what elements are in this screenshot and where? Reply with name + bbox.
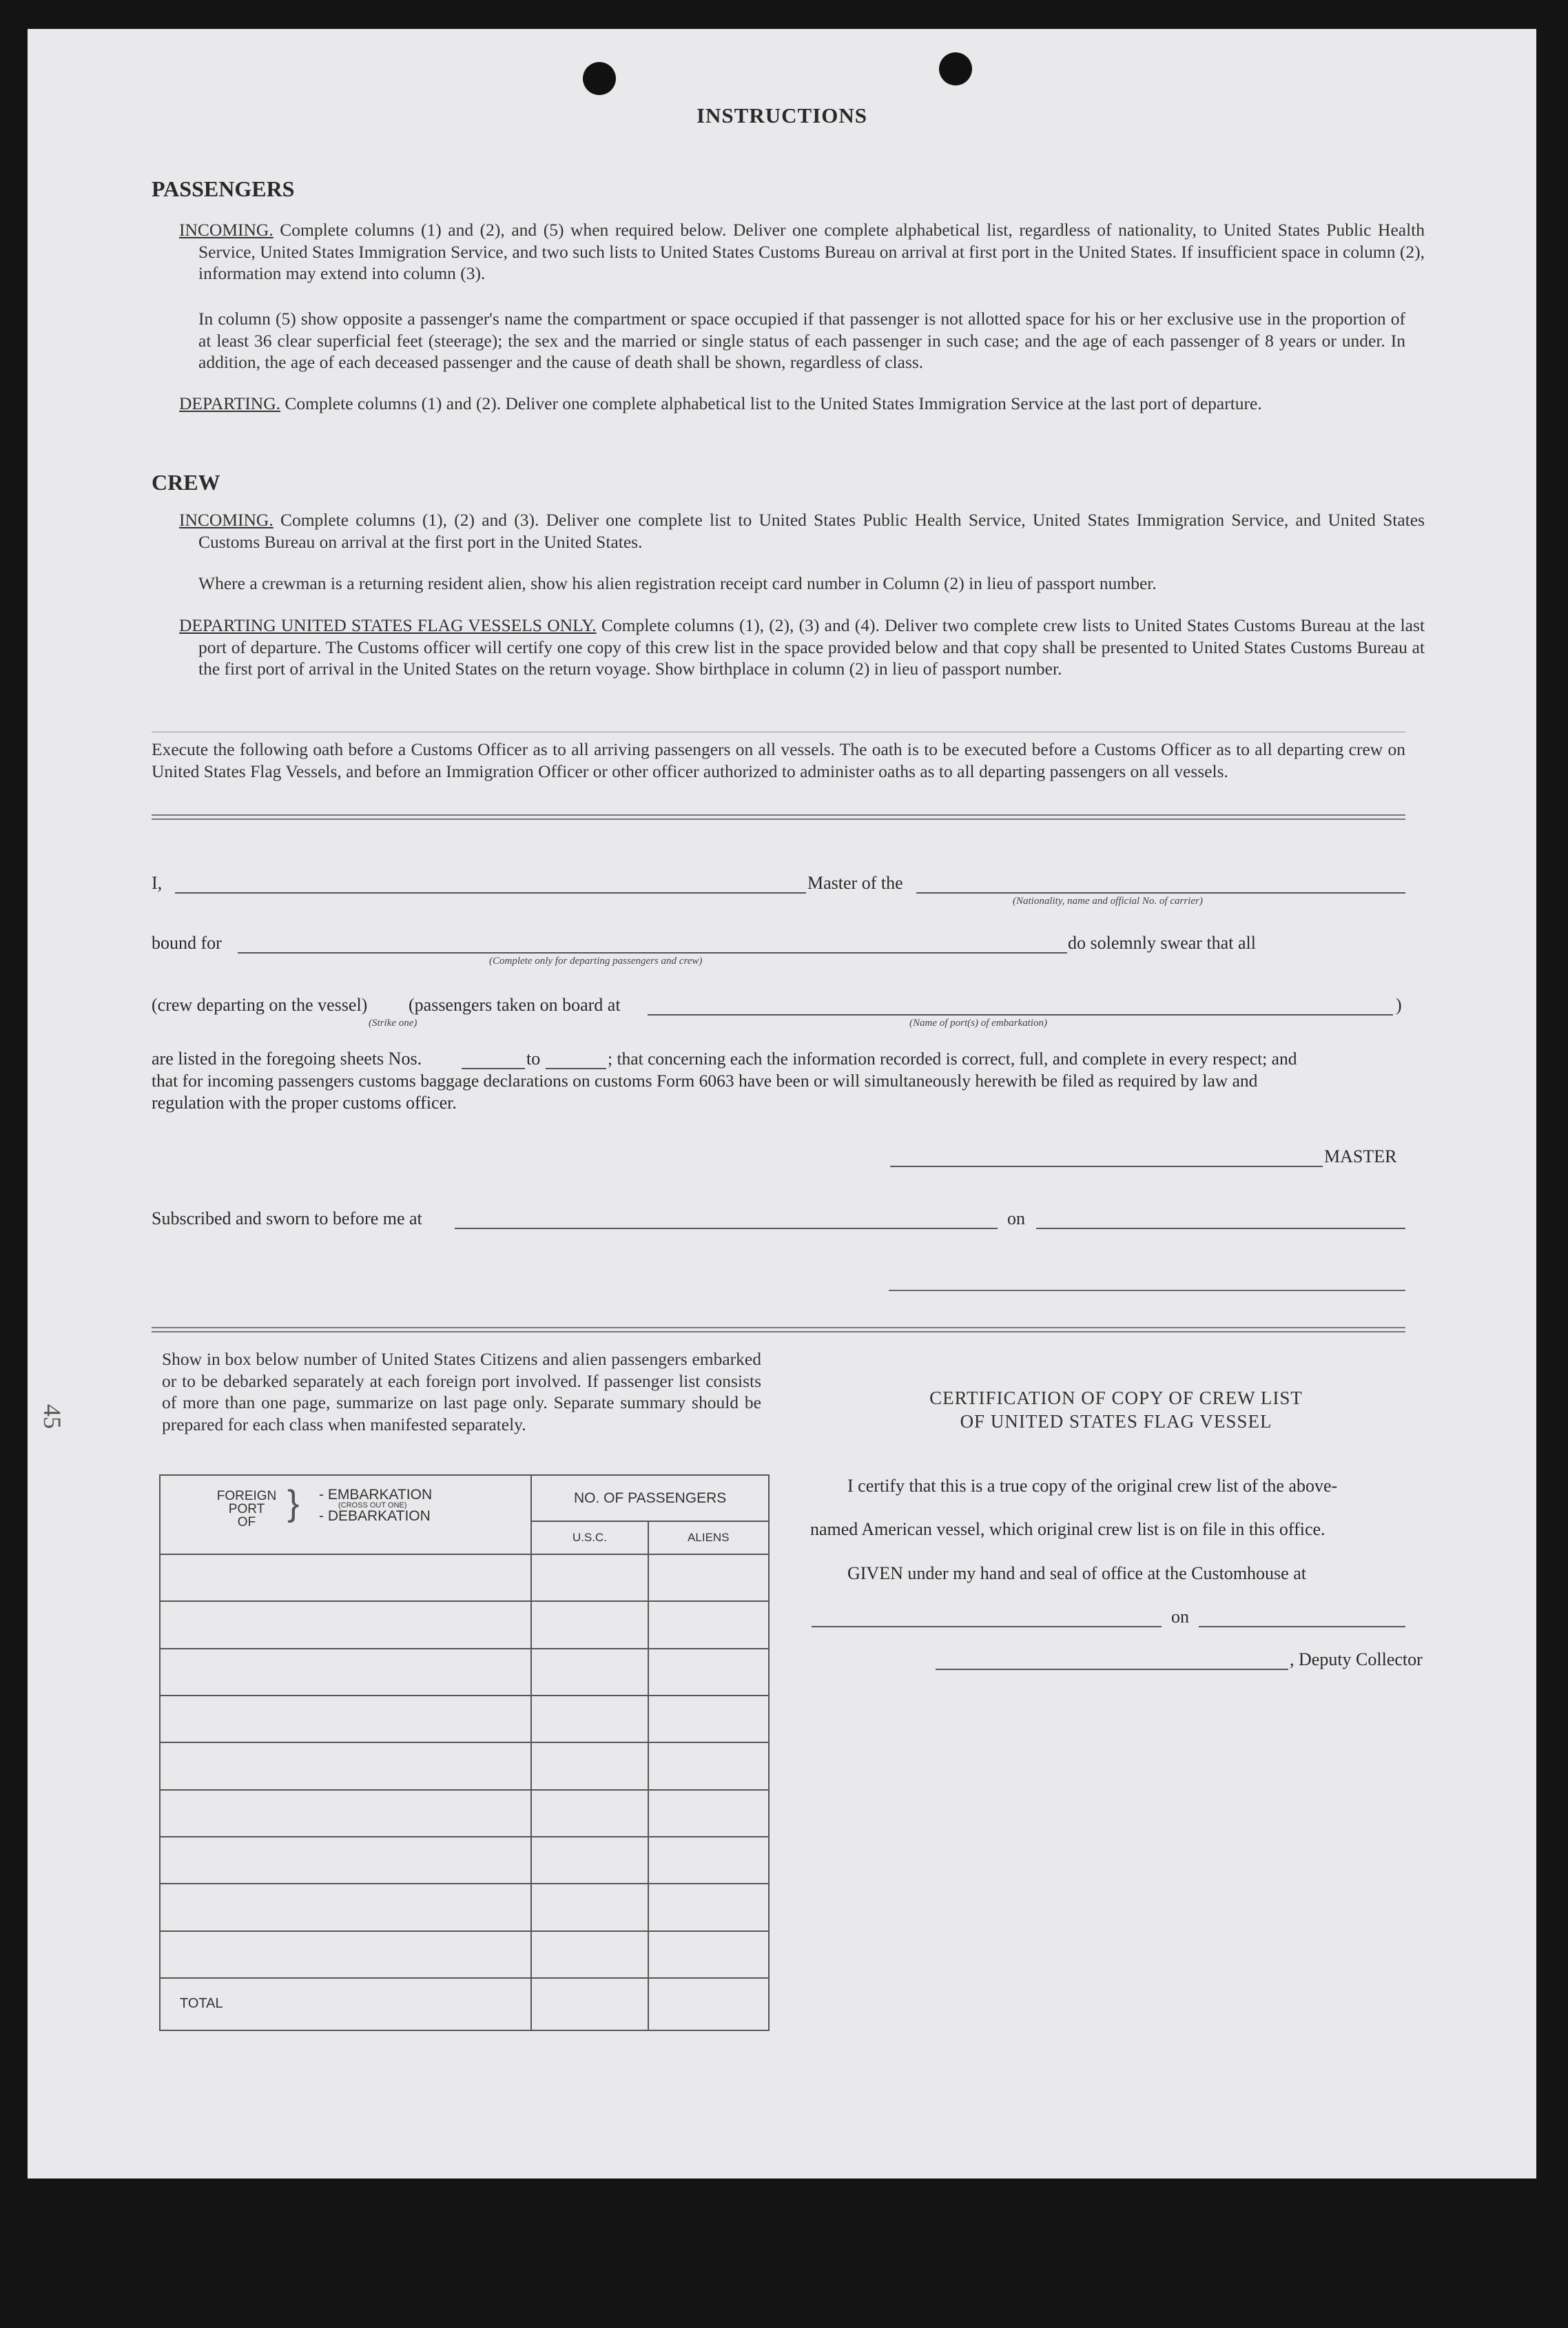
crew-departing-paragraph — [179, 615, 1425, 680]
usc-cell[interactable] — [531, 1884, 648, 1930]
port-cell[interactable] — [160, 1837, 531, 1884]
oath-i: I, — [152, 873, 163, 893]
listed-start-text: are listed in the foregoing sheets Nos. — [152, 1049, 422, 1069]
certification-title-line1: CERTIFICATION OF COPY OF CREW LIST — [929, 1388, 1303, 1408]
master-name-field[interactable] — [175, 892, 806, 894]
subscribed-label: Subscribed and sworn to before me at — [152, 1208, 422, 1228]
certification-date-field[interactable] — [1199, 1626, 1405, 1627]
port-cell[interactable] — [160, 1742, 531, 1789]
officer-signature-field[interactable] — [889, 1290, 1405, 1291]
deputy-collector-label: , Deputy Collector — [1290, 1649, 1423, 1669]
aliens-cell[interactable] — [648, 1601, 769, 1648]
certification-on-label: on — [1171, 1607, 1189, 1627]
of-label: OF — [237, 1515, 256, 1529]
bound-for-field[interactable] — [238, 952, 1067, 954]
listed-rest-text: ; that concerning each the information recorded is correct, full, and complete in every respect; and — [608, 1049, 1297, 1069]
strike-one-hint: (Strike one) — [369, 1018, 417, 1029]
usc-cell[interactable] — [531, 1931, 648, 1978]
master-of-the-label: Master of the — [807, 873, 903, 893]
sworn-place-field[interactable] — [455, 1228, 998, 1229]
customhouse-field[interactable] — [812, 1626, 1162, 1627]
crew-incoming-label: INCOMING. — [179, 510, 274, 530]
nationality-hint: (Nationality, name and official No. of carrier) — [1013, 896, 1203, 907]
crew-incoming-paragraph — [179, 509, 1425, 553]
port-cell[interactable] — [160, 1554, 531, 1601]
name-of-port-hint: (Name of port(s) of embarkation) — [909, 1018, 1047, 1029]
usc-cell[interactable] — [531, 1837, 648, 1884]
carrier-field[interactable] — [916, 892, 1405, 894]
crew-incoming-text: Complete columns (1), (2) and (3). Deliver one complete list to United States Public Health Service, United States Immigration Service, and United States Customs Bureau on arrival at the first port in the United States. — [198, 510, 1425, 552]
passengers-departing-paragraph — [179, 393, 1425, 415]
passengers-column5-paragraph: In column (5) show opposite a passenger's name the compartment or space occupied if that passenger is not allotted space for his or her exclusive use in the proportion of at least 36 clear superficial feet (steerage); the sex and the married or single status of each passenger in such case; and the age of each passenger of 8 years or under. In addition, the age of each deceased passenger and the cause of death shall be shown, regardless of class. — [198, 309, 1405, 372]
passengers-incoming-text: Complete columns (1) and (2), and (5) when required below. Deliver one complete alphabetical list, regardless of nationality, to United States Public Health Service, United States Immigration Service, and two such lists to United States Customs Bureau on arrival at first port in the United States. If insufficient space in column (2), information may extend into column (3). — [198, 220, 1425, 283]
debarkation-label: - DEBARKATION — [319, 1508, 431, 1524]
usc-cell[interactable] — [531, 1601, 648, 1648]
usc-cell[interactable] — [531, 1649, 648, 1696]
foreign-label: FOREIGN — [216, 1489, 277, 1503]
passenger-summary-table — [159, 1474, 770, 2031]
sheet-from-field[interactable] — [462, 1068, 525, 1069]
no-of-passengers-header: NO. OF PASSENGERS — [531, 1475, 769, 1521]
aliens-cell[interactable] — [648, 1742, 769, 1789]
port-cell[interactable] — [160, 1884, 531, 1930]
listed-line2: that for incoming passengers customs baggage declarations on customs Form 6063 have been or will simultaneously herewith be filed as required by law and — [152, 1071, 1258, 1091]
embarkation-port-field[interactable] — [648, 1014, 1393, 1016]
usc-cell[interactable] — [531, 1696, 648, 1742]
passengers-heading: PASSENGERS — [152, 176, 295, 201]
aliens-cell[interactable] — [648, 1649, 769, 1696]
port-header-cell: FOREIGN PORT OF } - EMBARKATION (CROSS OUT ONE) - DEBARKATION — [160, 1475, 531, 1554]
aliens-cell[interactable] — [648, 1884, 769, 1930]
master-label: MASTER — [1324, 1146, 1397, 1166]
aliens-total-cell[interactable] — [648, 1978, 769, 2030]
usc-cell[interactable] — [531, 1554, 648, 1601]
embarkation-label: - EMBARKATION — [319, 1487, 433, 1503]
crew-departing-text: Complete columns (1), (2), (3) and (4). Deliver two complete crew lists to United States Customs Bureau at the last port of departure. The Customs officer will certify one copy of this crew list in the space provided below and that copy shall be presented to United States Customs Bureau at the first port of arrival in the United States on the return voyage. Show birthplace in column (2) in lieu of passport number. — [198, 615, 1425, 679]
certification-title-line2: OF UNITED STATES FLAG VESSEL — [960, 1411, 1272, 1432]
port-cell[interactable] — [160, 1696, 531, 1742]
passengers-taken-option: (passengers taken on board at — [409, 995, 621, 1015]
double-rule — [152, 814, 1405, 820]
sworn-date-field[interactable] — [1036, 1228, 1405, 1229]
aliens-cell[interactable] — [648, 1837, 769, 1884]
usc-total-cell[interactable] — [531, 1978, 648, 2030]
usc-cell[interactable] — [531, 1790, 648, 1837]
port-cell[interactable] — [160, 1601, 531, 1648]
punch-hole — [583, 62, 616, 95]
passengers-incoming-paragraph — [179, 219, 1425, 285]
aliens-cell[interactable] — [648, 1696, 769, 1742]
margin-handwritten-mark: 45 — [39, 1404, 66, 1429]
cross-out-one-label: (CROSS OUT ONE) — [338, 1501, 407, 1510]
punch-hole — [939, 52, 972, 85]
summary-instruction: Show in box below number of United States Citizens and alien passengers embarked or to be debarked separately at each foreign port involved. If passenger list consists of more than one page, summarize on last page only. Separate summary should be prepared for each class when manifested separately. — [162, 1349, 761, 1434]
crew-departing-label: DEPARTING UNITED STATES FLAG VESSELS ONLY. — [179, 615, 597, 635]
port-label: PORT — [228, 1502, 265, 1516]
crew-alien-paragraph: Where a crewman is a returning resident alien, show his alien registration receipt card number in Column (2) in lieu of passport number. — [198, 573, 1157, 593]
sheet-to-field[interactable] — [546, 1068, 606, 1069]
crew-departing-option: (crew departing on the vessel) — [152, 995, 368, 1015]
port-cell[interactable] — [160, 1649, 531, 1696]
given-line: GIVEN under my hand and seal of office at the Customhouse at — [847, 1563, 1306, 1583]
passengers-departing-text: Complete columns (1) and (2). Deliver one complete alphabetical list to the United States Immigration Service at the last port of departure. — [285, 393, 1262, 413]
port-cell[interactable] — [160, 1931, 531, 1978]
aliens-cell[interactable] — [648, 1931, 769, 1978]
deputy-signature-field[interactable] — [936, 1669, 1288, 1670]
aliens-cell[interactable] — [648, 1790, 769, 1837]
passengers-departing-label: DEPARTING. — [179, 393, 280, 413]
passengers-incoming-label: INCOMING. — [179, 220, 274, 240]
do-solemnly-text: do solemnly swear that all — [1068, 933, 1256, 953]
document-page — [28, 29, 1536, 2178]
oath-instruction: Execute the following oath before a Customs Officer as to all arriving passengers on all vessels. The oath is to be executed before a Customs Officer as to all departing crew on United States Flag Vessels, and before an Immigration Officer or other officer authorized to administer oaths as to all departing passengers on all vessels. — [152, 739, 1405, 781]
complete-only-hint: (Complete only for departing passengers and crew) — [489, 956, 703, 967]
close-paren: ) — [1396, 995, 1402, 1015]
usc-header: U.S.C. — [531, 1521, 648, 1554]
usc-cell[interactable] — [531, 1742, 648, 1789]
listed-line3: regulation with the proper customs officer. — [152, 1093, 457, 1113]
total-label: TOTAL — [160, 1978, 531, 2030]
port-cell[interactable] — [160, 1790, 531, 1837]
certify-line1: I certify that this is a true copy of the original crew list of the above- — [847, 1476, 1338, 1496]
to-text: to — [526, 1049, 541, 1069]
aliens-header: ALIENS — [648, 1521, 769, 1554]
bound-for-label: bound for — [152, 933, 222, 953]
page-title: INSTRUCTIONS — [696, 103, 867, 127]
double-rule — [152, 1327, 1405, 1332]
on-label: on — [1007, 1208, 1025, 1228]
master-signature-field[interactable] — [890, 1166, 1323, 1167]
certify-line2: named American vessel, which original crew list is on file in this office. — [810, 1519, 1325, 1539]
crew-heading: CREW — [152, 470, 220, 495]
aliens-cell[interactable] — [648, 1554, 769, 1601]
